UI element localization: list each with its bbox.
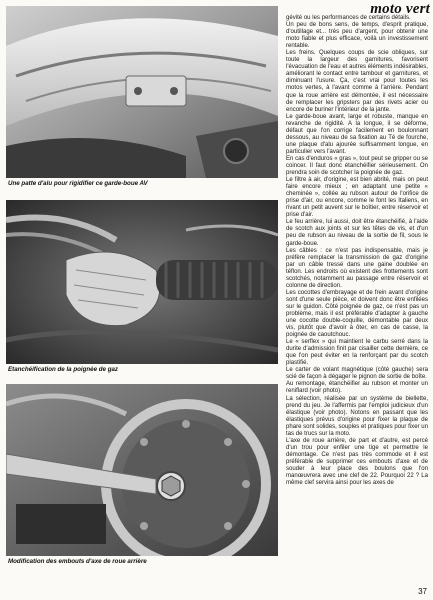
photo-rear-axle: [6, 384, 278, 556]
article-paragraph: Le garde-boue avant, large et robuste, manque en revanche de rigidité. A la longue, il se déforme, défaut que l'on corrige facilement en boulonnant dessous, au niveau de sa fixation au Té de fourche, une plaque d'alu ajourée suffisamment longue, en particulier vers l'avant.: [286, 113, 428, 155]
magazine-brand: moto vert: [370, 1, 430, 17]
photo-front-fender: [6, 6, 278, 178]
article-paragraph: gévité ou les performances de certains détails.: [286, 15, 411, 21]
article-paragraph: En cas d'enduros « gras », tout peut se gripper ou se coincer. Il faut donc étanchéifier sérieusement. On prendra soin de scotcher la poignée de gaz.: [286, 155, 429, 177]
article-paragraph: Un peu de bons sens, de temps, d'esprit pratique, d'outillage et... très peu d'argent, pour obtenir une moto fiable et plus efficace, voilà un investissement rentable.: [286, 22, 428, 50]
article-paragraph: La sélection, réalisée par un système de biellette, prend du jeu. Je l'affermis par l'emploi judicieux d'un élastique (voir photo). Notons en passant que les élastiques prévus d'origine pour fixer la plaque de phare sont solides, souples et pratiques pour fixer un tas de trucs sur la moto.: [286, 395, 428, 437]
rear-axle-image: [6, 384, 278, 556]
article-paragraph: Le « serflex » qui maintient le carbu serré dans la durite d'admission finit par cisailler cette dernière, ce que l'on peut éviter en la renforçant par du scotch plastifié.: [286, 339, 428, 367]
article-body: [286, 15, 428, 487]
photo-caption-rear-axle: Modification des embouts d'axe de roue arrière: [8, 558, 147, 565]
front-fender-image: [6, 6, 278, 178]
photo-throttle-grip: [6, 200, 278, 364]
page-number: 37: [418, 587, 427, 596]
article-paragraph: Le feu arrière, lui aussi, doit être étanchéifié, à l'aide de scotch aux joints et sur les têtes de vis, et d'un peu de rubson au niveau de la sortie de fil, sous le garde-boue.: [286, 219, 428, 247]
article-paragraph: Les câbles : ce n'est pas indispensable, mais je préfère remplacer la transmission de gaz d'origine par un câble tressé dans une gaine doublée en téflon. Les endroits où existent des frottements sont scotchés, notamment au passage entre réservoir et colonne de direction.: [286, 247, 428, 289]
photo-caption-throttle-grip: Etanchéification de la poignée de gaz: [8, 366, 119, 373]
article-paragraph: Le carter de volant magnétique (côté gauche) sera scié de façon à dégager le pignon de sortie de boîte.: [286, 367, 428, 381]
throttle-grip-image: [6, 200, 278, 364]
article-paragraph: Les cocottes d'embrayage et de frein avant d'origine sont d'une seule pièce, et doivent donc être enfilées sur le guidon. Côté poignée de gaz, ce n'est pas un problème, mais il est préférable d'adapter à gauche une cocotte double-coquille, démontable par deux vis, plutôt que d'avoir à ôter, en cas de casse, la poignée de caoutchouc.: [286, 289, 428, 339]
photo-column: [6, 6, 278, 566]
article-paragraph: Les freins. Quelques coups de scie obliques, sur toute la largeur des garnitures, favorisent l'évacuation de l'eau et autres éléments indésirables, améliorant le contact entre tambour et garnitures, et diminuant l'usure. Ça, c'est vrai pour toutes les motos vertes, à l'avant comme à l'arrière. Pendant que la roue arrière est démontée, il est nécessaire de remplacer les gripsters par des rivets acier ou encore de buriner l'intérieur de la jante.: [286, 50, 428, 113]
article-paragraph: L'axe de roue arrière, de part et d'autre, est percé d'un trou pour enfiler une tige et permettre le démontage. Ce n'est pas très commode et il est préférable de supprimer ces embouts d'axe et de souder à leur place des boulons que l'on manœuvrera avec une clef de 22. Pourquoi 22 ? La même clef servira ainsi pour les axes de: [286, 437, 428, 487]
photo-caption-front-fender: Une patte d'alu pour rigidifier ce garde-boue AV: [8, 180, 148, 187]
article-paragraph: Au remontage, étanchéifier au rubson et monter un reniflard (voir photo).: [286, 381, 428, 395]
article-paragraph: Le filtre à air, d'origine, est bien abrité, mais on peut faire encore mieux ; en adaptant une petite « cheminée », collée au rubson autour de l'orifice de prise d'air, ou encore, comme le font les Italiens, en rivant un petit auvent sur le boîtier, entre réservoir et prise d'air.: [286, 177, 428, 219]
